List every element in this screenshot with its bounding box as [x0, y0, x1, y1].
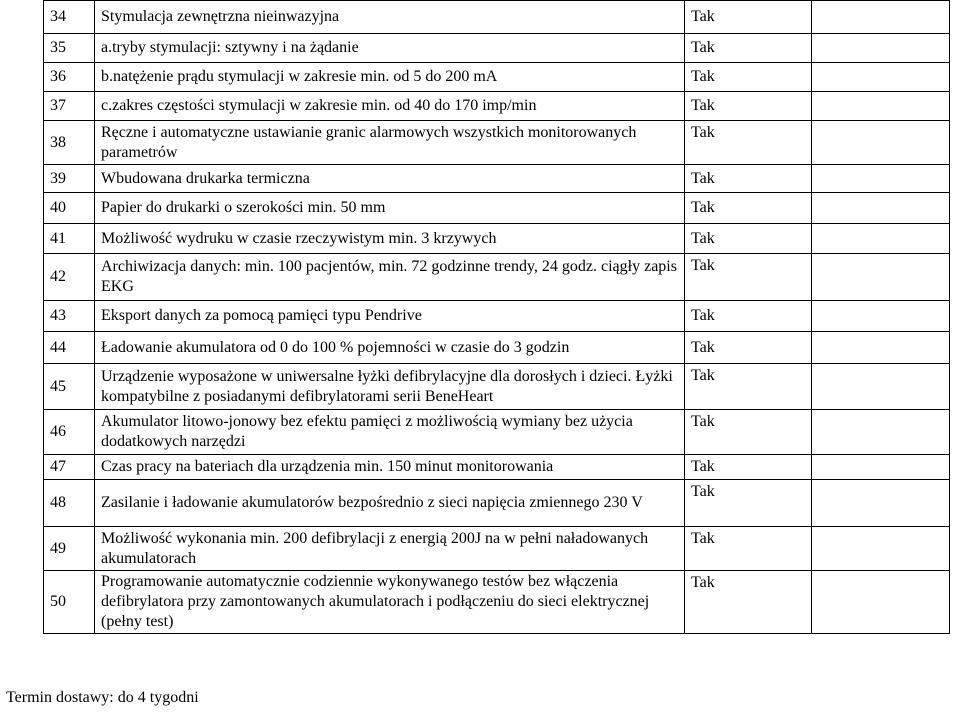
parameter-description: Możliwość wykonania min. 200 defibrylacji z energią 200J na w pełni naładowanych akumulatorach — [95, 527, 685, 571]
table-row — [44, 480, 950, 527]
required-value: Tak — [685, 121, 812, 165]
offered-value-cell — [812, 480, 950, 527]
parameter-description: Papier do drukarki o szerokości min. 50 mm — [95, 193, 685, 224]
table-row — [44, 1, 950, 34]
required-value: Tak — [685, 165, 812, 193]
offered-value-cell — [812, 224, 950, 254]
row-number: 41 — [44, 224, 95, 254]
row-number: 46 — [44, 410, 95, 455]
required-value: Tak — [685, 455, 812, 480]
specification-table — [43, 0, 950, 634]
table-row — [44, 165, 950, 193]
offered-value-cell — [812, 410, 950, 455]
offered-value-cell — [812, 455, 950, 480]
row-number: 44 — [44, 332, 95, 364]
offered-value-cell — [812, 121, 950, 165]
row-number: 36 — [44, 63, 95, 92]
parameter-description: Stymulacja zewnętrzna nieinwazyjna — [95, 1, 685, 34]
table-row — [44, 92, 950, 121]
table-row — [44, 332, 950, 364]
required-value: Tak — [685, 254, 812, 301]
parameter-description: Eksport danych za pomocą pamięci typu Pendrive — [95, 301, 685, 332]
delivery-term: Termin dostawy: do 4 tygodni — [6, 689, 199, 706]
row-number: 37 — [44, 92, 95, 121]
offered-value-cell — [812, 332, 950, 364]
parameter-description: a.tryby stymulacji: sztywny i na żądanie — [95, 34, 685, 63]
required-value: Tak — [685, 480, 812, 527]
row-number: 40 — [44, 193, 95, 224]
row-number: 45 — [44, 364, 95, 410]
required-value: Tak — [685, 364, 812, 410]
required-value: Tak — [685, 1, 812, 34]
table-row — [44, 455, 950, 480]
required-value: Tak — [685, 193, 812, 224]
offered-value-cell — [812, 63, 950, 92]
parameter-description: Możliwość wydruku w czasie rzeczywistym min. 3 krzywych — [95, 224, 685, 254]
offered-value-cell — [812, 193, 950, 224]
table-row — [44, 121, 950, 165]
offered-value-cell — [812, 527, 950, 571]
table-row — [44, 254, 950, 301]
required-value: Tak — [685, 34, 812, 63]
offered-value-cell — [812, 254, 950, 301]
parameter-description: c.zakres częstości stymulacji w zakresie min. od 40 do 170 imp/min — [95, 92, 685, 121]
parameter-description: b.natężenie prądu stymulacji w zakresie min. od 5 do 200 mA — [95, 63, 685, 92]
required-value: Tak — [685, 571, 812, 634]
row-number: 39 — [44, 165, 95, 193]
table-row — [44, 193, 950, 224]
parameter-description: Ładowanie akumulatora od 0 do 100 % pojemności w czasie do 3 godzin — [95, 332, 685, 364]
parameter-description: Zasilanie i ładowanie akumulatorów bezpośrednio z sieci napięcia zmiennego 230 V — [95, 480, 685, 527]
row-number: 38 — [44, 121, 95, 165]
row-number: 35 — [44, 34, 95, 63]
parameter-description: Archiwizacja danych: min. 100 pacjentów, min. 72 godzinne trendy, 24 godz. ciągły zapis EKG — [95, 254, 685, 301]
offered-value-cell — [812, 92, 950, 121]
parameter-description: Wbudowana drukarka termiczna — [95, 165, 685, 193]
table-row — [44, 224, 950, 254]
offered-value-cell — [812, 364, 950, 410]
table-row — [44, 527, 950, 571]
row-number: 50 — [44, 571, 95, 634]
required-value: Tak — [685, 410, 812, 455]
row-number: 34 — [44, 1, 95, 34]
table-row — [44, 364, 950, 410]
table-row — [44, 410, 950, 455]
required-value: Tak — [685, 301, 812, 332]
offered-value-cell — [812, 571, 950, 634]
required-value: Tak — [685, 224, 812, 254]
parameter-description: Akumulator litowo-jonowy bez efektu pamięci z możliwością wymiany bez użycia dodatkowych narzędzi — [95, 410, 685, 455]
table-row — [44, 571, 950, 634]
offered-value-cell — [812, 34, 950, 63]
row-number: 42 — [44, 254, 95, 301]
offered-value-cell — [812, 301, 950, 332]
offered-value-cell — [812, 1, 950, 34]
offered-value-cell — [812, 165, 950, 193]
parameter-description: Czas pracy na bateriach dla urządzenia min. 150 minut monitorowania — [95, 455, 685, 480]
required-value: Tak — [685, 63, 812, 92]
required-value: Tak — [685, 92, 812, 121]
row-number: 48 — [44, 480, 95, 527]
parameter-description: Programowanie automatycznie codziennie wykonywanego testów bez włączenia defibrylatora przy zamontowanych akumulatorach i podłączeniu do sieci elektrycznej (pełny test) — [95, 571, 685, 634]
row-number: 43 — [44, 301, 95, 332]
required-value: Tak — [685, 527, 812, 571]
table-row — [44, 34, 950, 63]
row-number: 47 — [44, 455, 95, 480]
row-number: 49 — [44, 527, 95, 571]
parameter-description: Ręczne i automatyczne ustawianie granic alarmowych wszystkich monitorowanych parametrów — [95, 121, 685, 165]
table-row — [44, 301, 950, 332]
required-value: Tak — [685, 332, 812, 364]
table-row — [44, 63, 950, 92]
parameter-description: Urządzenie wyposażone w uniwersalne łyżki defibrylacyjne dla dorosłych i dzieci. Łyżki kompatybilne z posiadanymi defibrylatorami serii BeneHeart — [95, 364, 685, 410]
